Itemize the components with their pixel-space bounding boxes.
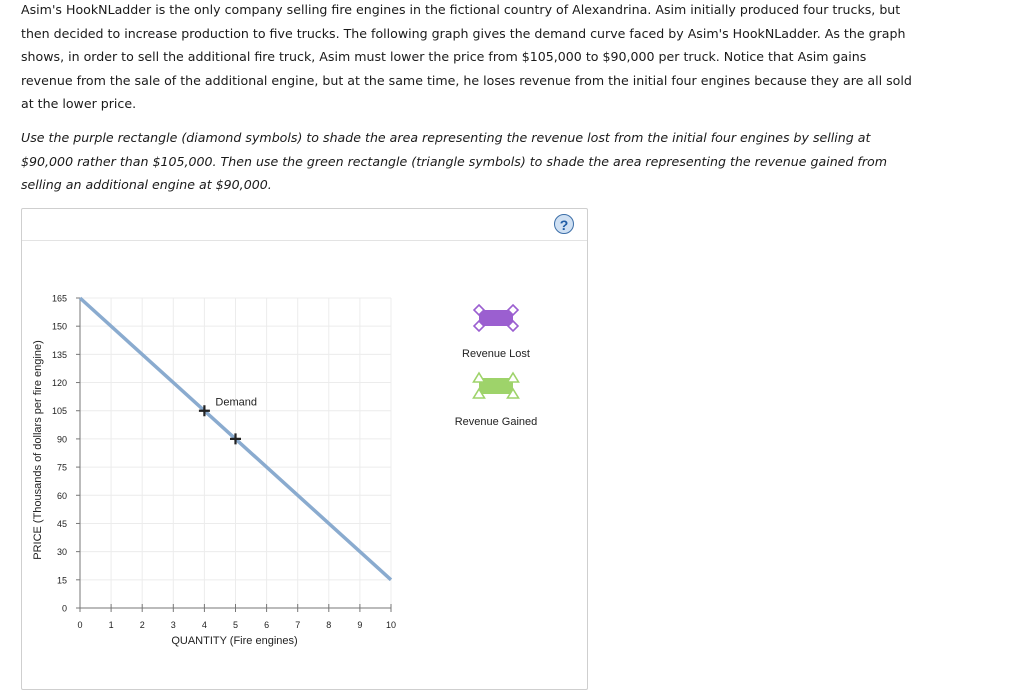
x-tick-label: 5 [232, 620, 239, 630]
y-tick-label: 0 [61, 603, 67, 614]
help-button[interactable]: ? [554, 214, 574, 234]
instruction-paragraph: Use the purple rectangle (diamond symbols) to shade the area representing the revenue lost from the initial four engines by selling at $90,000 rather than $105,000. Then use the green rectangle (triangle symbols) to shade the area representing the revenue gained from selling an additional engine at $90,000. [21, 130, 888, 192]
x-tick-label: 1 [108, 620, 114, 630]
x-tick-label: 10 [385, 620, 397, 630]
y-axis-title: PRICE (Thousands of dollars per fire engine) [32, 340, 44, 560]
graph-panel [21, 208, 588, 690]
x-tick-label: 6 [264, 620, 270, 630]
demand-curve-label: Demand [215, 396, 257, 409]
y-tick-label: 135 [51, 349, 67, 360]
graph-panel-header [22, 209, 587, 241]
x-tick-label: 3 [170, 620, 176, 630]
y-tick-label: 105 [51, 406, 67, 417]
y-tick-label: 165 [51, 293, 67, 304]
revenue-lost-label: Revenue Lost [462, 348, 530, 360]
x-tick-label: 0 [77, 620, 83, 630]
x-tick-label: 7 [295, 620, 301, 630]
y-tick-label: 75 [56, 462, 67, 473]
x-tick-label: 9 [357, 620, 363, 630]
y-tick-label: 120 [51, 378, 67, 389]
x-tick-label: 8 [326, 620, 332, 630]
y-tick-label: 60 [56, 490, 67, 501]
intro-paragraph: Asim's HookNLadder is the only company selling fire engines in the fictional country of Alexandrina. Asim initially produced four trucks, but then decided to increase production to five trucks. The following graph gives the demand curve faced by Asim's HookNLadder. As the graph shows, in order to sell the additional fire truck, Asim must lower the price from $105,000 to $90,000 per truck. Notice that Asim gains revenue from the sale of the additional engine, but at the same time, he loses revenue from the initial four engines because they are all sold at the lower price. [21, 2, 912, 111]
y-tick-label: 45 [56, 518, 67, 529]
x-axis-title: QUANTITY (Fire engines) [171, 635, 298, 647]
y-tick-label: 15 [56, 575, 67, 586]
y-tick-label: 150 [51, 321, 67, 332]
revenue-gained-label: Revenue Gained [454, 416, 538, 428]
y-tick-label: 30 [56, 547, 67, 558]
x-tick-label: 2 [139, 620, 145, 630]
x-tick-label: 4 [201, 620, 207, 630]
y-tick-label: 90 [56, 434, 67, 445]
